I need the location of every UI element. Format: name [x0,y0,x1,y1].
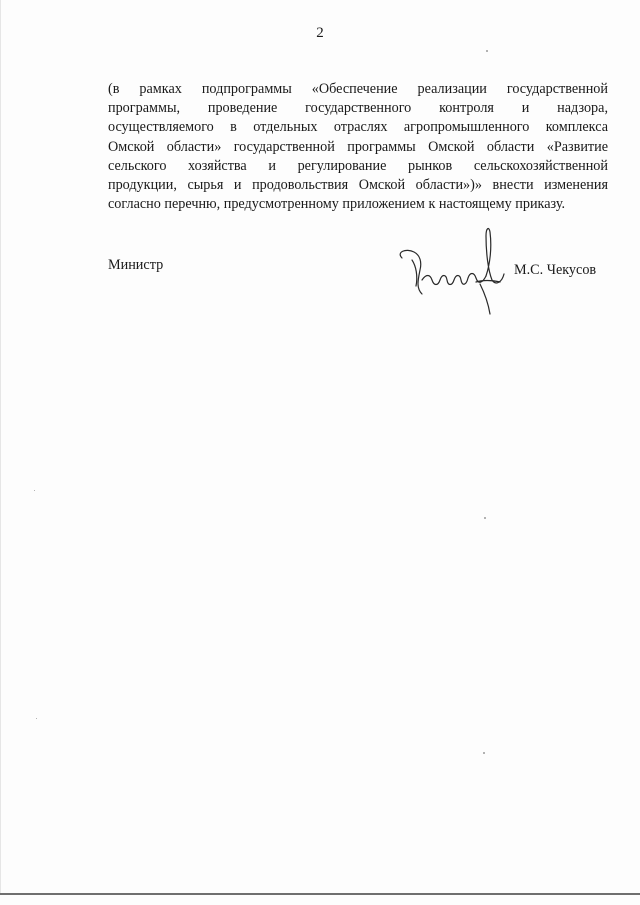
body-line: программы, проведение государственного контроля и надзора, [108,100,608,117]
body-line: сельского хозяйства и регулирование рынков сельскохозяйственной [108,157,608,174]
handwritten-signature-icon [392,222,510,318]
signatory-position: Министр [108,257,164,273]
body-paragraph [108,80,608,214]
scan-speck [484,517,486,519]
body-line: продукции, сырья и продовольствия Омской области»)» внести изменения [108,177,608,194]
body-line: согласно перечню, предусмотренному приложением к настоящему приказу. [108,196,566,213]
scan-speck [483,752,485,754]
scan-speck [486,50,488,52]
body-line: осуществляемого в отдельных отраслях агропромышленного комплекса [108,119,608,136]
page-number: 2 [316,25,324,41]
page-bottom-edge [0,893,640,895]
scan-speck [34,490,35,491]
body-line: Омской области» государственной программы Омской области «Развитие [108,138,608,155]
page-left-edge [0,0,1,893]
scan-speck [36,718,37,719]
signatory-name: М.С. Чекусов [514,262,597,278]
body-line: (в рамках подпрограммы «Обеспечение реализации государственной [108,81,608,97]
